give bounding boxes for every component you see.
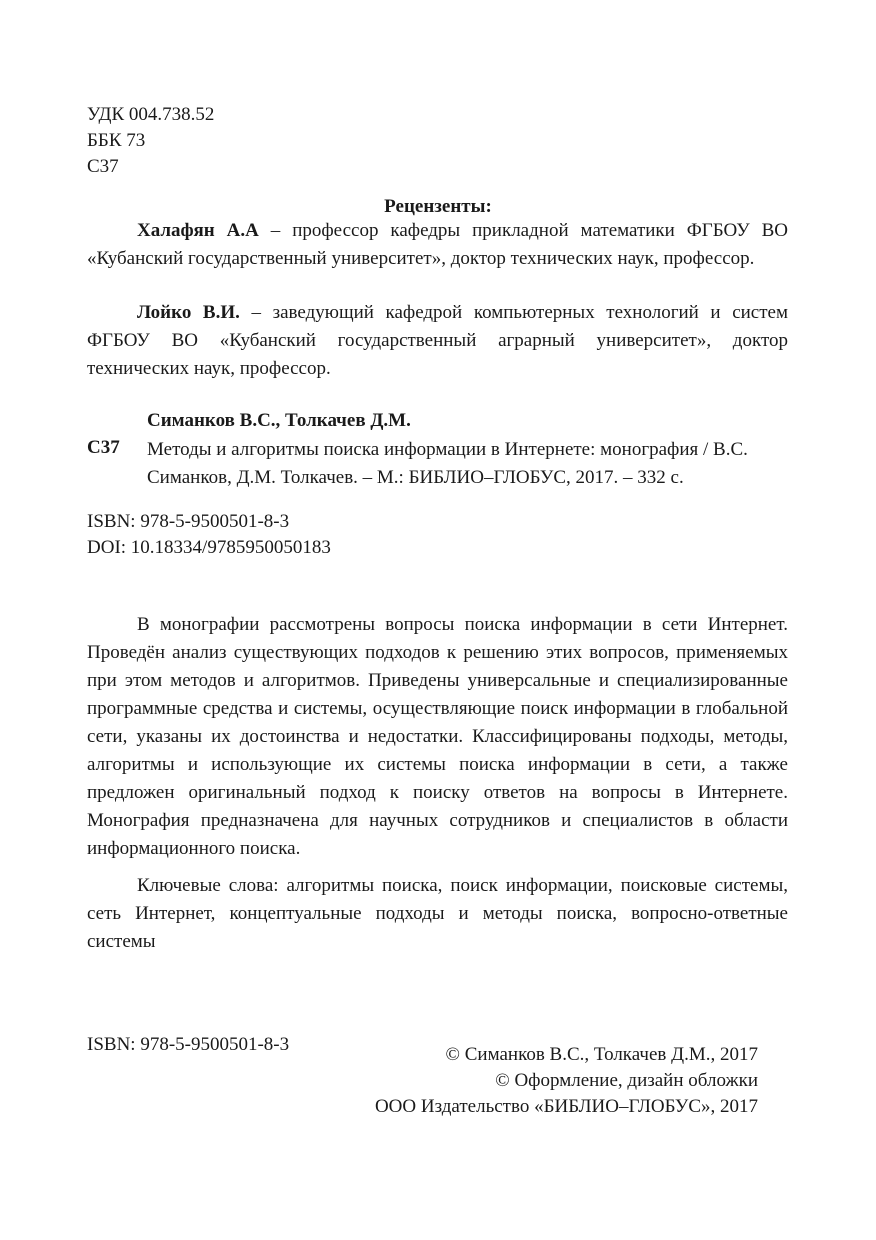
author-sign-code: С37 (87, 156, 119, 177)
footer-isbn: ISBN: 978-5-9500501-8-3 (87, 1034, 290, 1055)
identifiers-block (87, 509, 331, 561)
copyright-line: © Симанков В.С., Толкачев Д.М., 2017 (445, 1044, 758, 1065)
keywords-paragraph: Ключевые слова: алгоритмы поиска, поиск информации, поисковые системы, сеть Интернет, концептуальные подходы и методы поиска, вопросно-ответные системы (87, 875, 788, 952)
catalog-authors: Симанков В.С., Толкачев Д.М. (147, 410, 411, 431)
reviewer-description: – профессор кафедры прикладной математики ФГБОУ ВО «Кубанский государственный университет», доктор технических наук, профессор. (87, 220, 788, 269)
doi: DOI: 10.18334/9785950050183 (87, 537, 331, 558)
reviewer-name: Лойко В.И. (137, 302, 240, 323)
classification-block (87, 102, 214, 180)
catalog-description: Методы и алгоритмы поиска информации в Интернете: монография / В.С. Симанков, Д.М. Толкачев. – М.: БИБЛИО–ГЛОБУС, 2017. – 332 с. (147, 439, 748, 488)
catalog-code: С37 (87, 437, 120, 458)
copyright-line: ООО Издательство «БИБЛИО–ГЛОБУС», 2017 (374, 1096, 758, 1117)
reviewer-name: Халафян А.А (137, 220, 259, 241)
isbn: ISBN: 978-5-9500501-8-3 (87, 511, 290, 532)
reviewer-description: – заведующий кафедрой компьютерных технологий и систем ФГБОУ ВО «Кубанский государственный аграрный университет», доктор технических наук, профессор. (87, 302, 788, 379)
reviewer-paragraph (87, 217, 788, 273)
copyright-block (375, 1042, 758, 1120)
bbk-code: ББК 73 (87, 130, 146, 151)
udk-code: УДК 004.738.52 (87, 104, 215, 125)
reviewers-heading: Рецензенты: (384, 196, 492, 217)
reviewer-paragraph (87, 299, 788, 383)
abstract-paragraph: В монографии рассмотрены вопросы поиска информации в сети Интернет. Проведён анализ существующих подходов к решению этих вопросов, применяемых при этом методов и алгоритмов. Приведены универсальные и специализированные программные средства и системы, осуществляющие поиск информации в глобальной сети, указаны их достоинства и недостатки. Классифицированы подходы, методы, алгоритмы и использующие их системы поиска информации в сети, а также предложен оригинальный подход к поиску ответов на вопросы в Интернете. Монография предназначена для научных сотрудников и специалистов в области информационного поиска. (87, 614, 788, 859)
copyright-line: © Оформление, дизайн обложки (495, 1070, 758, 1091)
